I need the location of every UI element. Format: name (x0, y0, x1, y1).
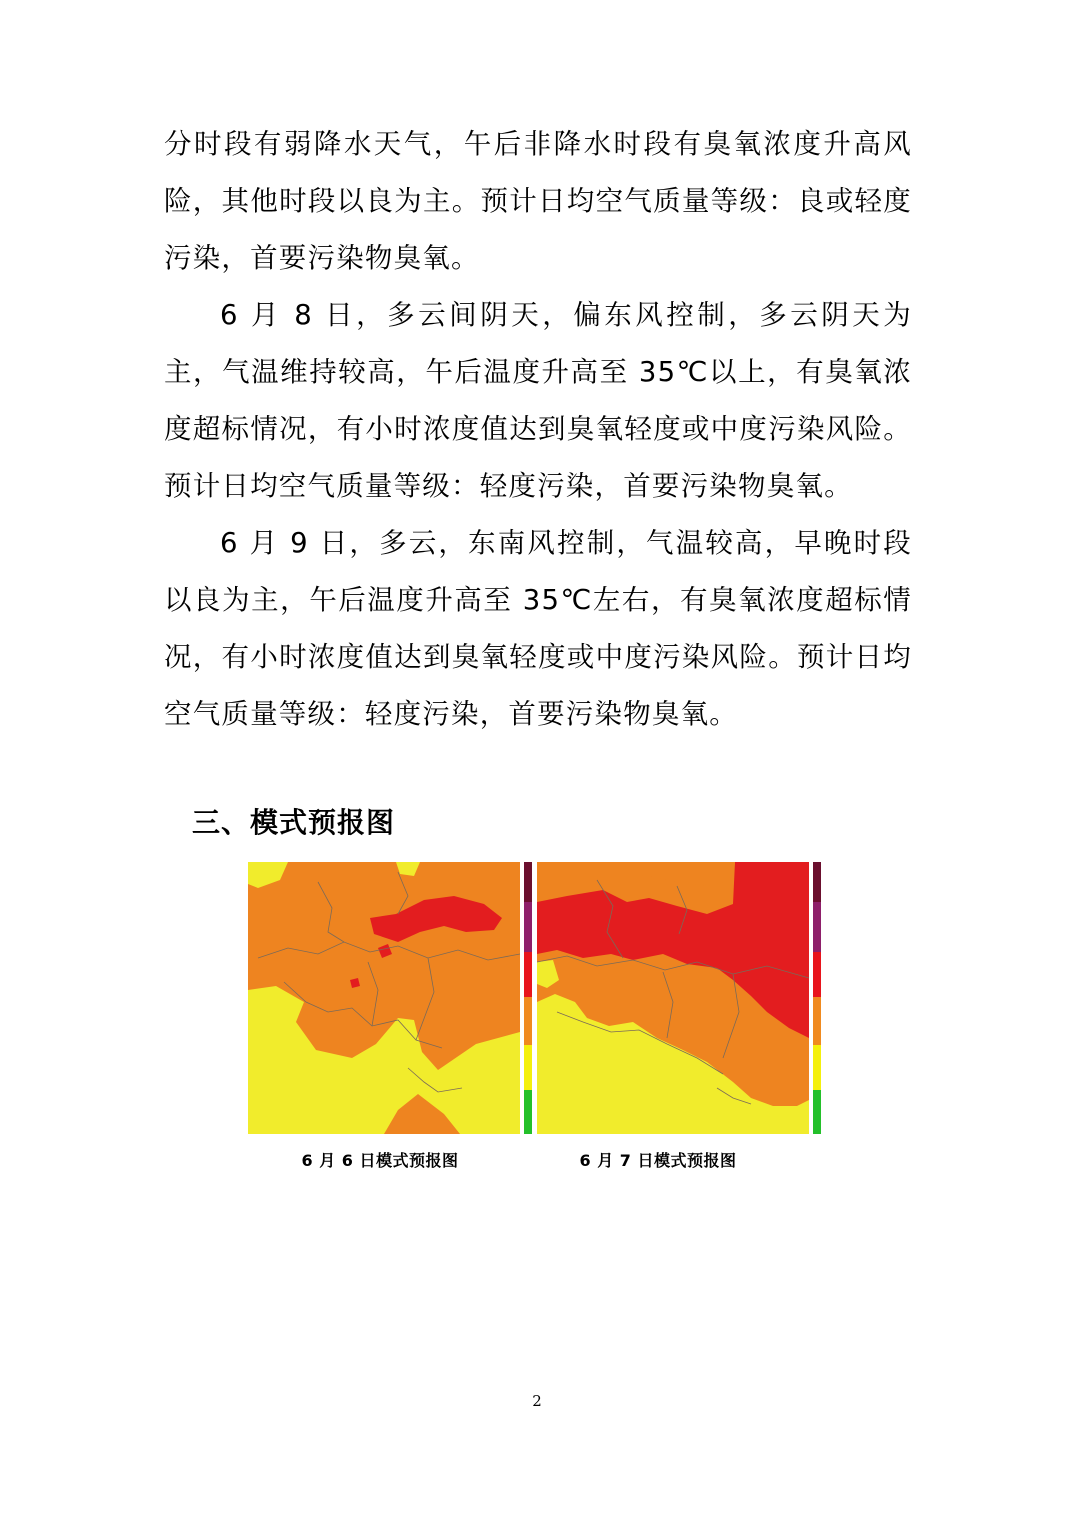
paragraph-continued: 分时段有弱降水天气，午后非降水时段有臭氧浓度升高风险，其他时段以良为主。预计日均空气质量等级：良或轻度污染，首要污染物臭氧。 (164, 128, 912, 274)
paragraph-june-8: 6 月 8 日，多云间阴天，偏东风控制，多云阴天为主，气温维持较高，午后温度升高至 35℃以上，有臭氧浓度超标情况，有小时浓度值达到臭氧轻度或中度污染风险。预计日均空气质量等级：轻度污染，首要污染物臭氧。 (164, 299, 912, 502)
legend-excellent (524, 1090, 532, 1134)
legend-good (524, 1045, 532, 1090)
section-heading: 三、模式预报图 (192, 806, 396, 839)
figure-caption-june-7: 6 月 7 日模式预报图 (579, 1151, 737, 1170)
legend-excellent (813, 1090, 821, 1134)
legend-light (813, 997, 821, 1045)
legend-severe (524, 862, 532, 902)
legend-moderate (524, 952, 532, 997)
legend-heavy (524, 902, 532, 952)
forecast-map-june-6 (248, 862, 532, 1134)
body-text (164, 116, 912, 743)
legend-light (524, 997, 532, 1045)
page-number: 2 (532, 1392, 542, 1410)
legend-severe (813, 862, 821, 902)
forecast-map-june-7 (537, 862, 821, 1134)
figure-caption-june-6: 6 月 6 日模式预报图 (301, 1151, 459, 1170)
legend-moderate (813, 952, 821, 997)
paragraph-june-9: 6 月 9 日，多云，东南风控制，气温较高，早晚时段以良为主，午后温度升高至 35℃左右，有臭氧浓度超标情况，有小时浓度值达到臭氧轻度或中度污染风险。预计日均空气质量等级：轻度污染，首要污染物臭氧。 (164, 527, 912, 730)
legend-heavy (813, 902, 821, 952)
legend-good (813, 1045, 821, 1090)
